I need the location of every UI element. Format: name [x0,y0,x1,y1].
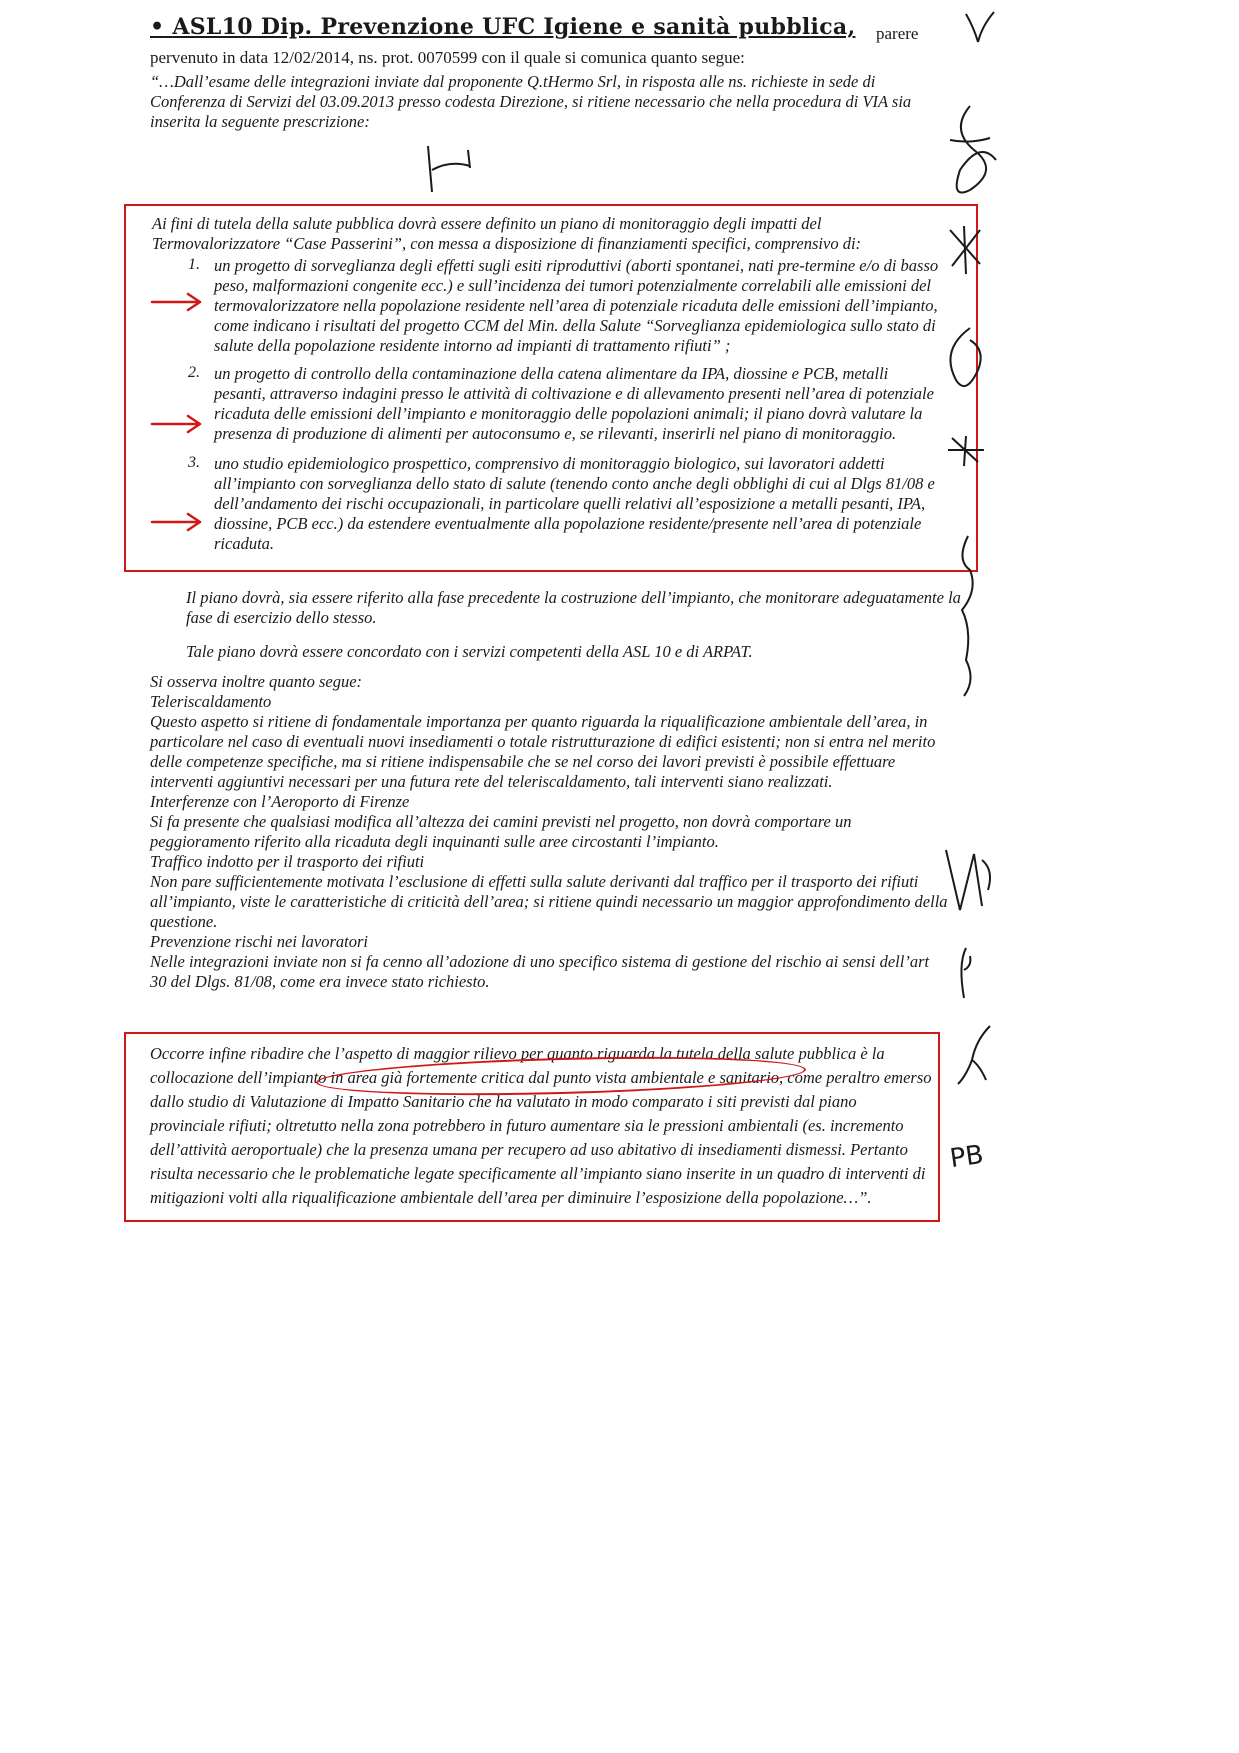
conclusion-line: collocazione dell’impianto in area già fortemente critica dal punto vista ambientale e sanitario, come peraltro emerso [150,1068,932,1087]
red-arrow-icon [148,412,208,436]
quote-line: inserita la seguente prescrizione: [150,112,370,131]
checkmark-icon [960,8,1000,48]
observe-line: Si osserva inoltre quanto segue: [150,672,363,691]
item-line: all’impianto con sorveglianza dello stato di salute (tenendo conto anche degli obblighi di cui al Dlgs 81/08 e [214,474,935,493]
conclusion-line: provinciale rifiuti; oltretutto nella zona potrebbero in futuro aumentare sia le pressioni ambientali (es. incremento [150,1116,904,1135]
signature-icon [948,530,988,700]
section-line: interventi aggiuntivi necessari per una futura rete del teleriscaldamento, tali interventi siano realizzati. [150,772,833,791]
signature-icon [948,944,978,1004]
conclusion-line: Occorre infine ribadire che l’aspetto di maggior rilievo per quanto riguarda la tutela della salute pubblica è la [150,1044,885,1063]
signature-icon [950,1020,1000,1090]
conclusion-line: dallo studio di Valutazione di Impatto Sanitario che ha valutato in modo comparato i siti previsti dal piano [150,1092,857,1111]
intro-line: Ai fini di tutela della salute pubblica dovrà essere definito un piano di monitoraggio degli impatti del [152,214,822,233]
plan-line: Il piano dovrà, sia essere riferito alla fase precedente la costruzione dell’impianto, che monitorare adeguatamente la [186,588,961,607]
section-line: 30 del Dlgs. 81/08, come era invece stato richiesto. [150,972,490,991]
item-line: ricaduta delle emissioni dell’impianto e monitoraggio delle popolazioni animali; il piano dovrà valutare la [214,404,923,423]
plan-line: fase di esercizio dello stesso. [186,608,377,627]
quote-line: Conferenza di Servizi del 03.09.2013 presso codesta Direzione, si ritiene necessario che nella procedura di VIA sia [150,92,912,111]
box1-item-2 [188,364,934,444]
plan-paragraph [186,588,961,628]
section-line: all’impianto, viste le caratteristiche di criticità dell’area; si ritiene quindi necessario un maggior approfondimento della [150,892,948,911]
red-arrow-icon [148,510,208,534]
item-line: ricaduta. [214,534,275,553]
box1-intro [152,214,861,254]
item-line: peso, malformazioni congenite ecc.) e sull’incidenza dei tumori potenzialmente correlabili alle emissioni del [214,276,932,295]
title-bullet: • [150,14,165,40]
signature-icon [930,320,990,400]
box1-item-1 [188,256,938,356]
section-line: Non pare sufficientemente motivata l’esclusione di effetti sulla salute derivanti dal traffico per il trasporto dei rifiuti [150,872,919,891]
box1-item-3 [188,454,935,554]
item-number: 1. [188,256,200,273]
intro-line: Termovalorizzatore “Case Passerini”, con messa a disposizione di finanziamenti specifici, comprensivo di: [152,234,862,253]
item-line: come indicano i risultati del progetto CCM del Min. della Salute “Sorveglianza epidemiologica sullo stato di [214,316,936,335]
item-line: un progetto di sorveglianza degli effetti sugli esiti riproduttivi (aborti spontanei, nati pre-termine e/o di basso [214,256,939,275]
observations [150,692,948,992]
red-arrow-icon [148,290,208,314]
item-line: dell’andamento dei rischi occupazionali, in particolare quelli relativi all’esposizione a metalli pesanti, IPA, [214,494,926,513]
item-number: 2. [188,364,200,381]
section-line: peggioramento riferito alla ricaduta degli inquinanti sulle aree circostanti l’impianto. [150,832,719,851]
signature-icon [938,840,998,920]
header-quote [150,72,911,132]
section-line: particolare nel caso di eventuali nuovi insediamenti o totale ristrutturazione di edifici esistenti; non si entra nel merito [150,732,936,751]
conclusion-line: mitigazioni volti alla riqualificazione ambientale dell’area per diminuire l’esposizione della popolazione…”. [150,1188,872,1207]
item-line: termovalorizzatore nella popolazione residente nell’area di potenziale ricaduta delle emissioni dell’impianto, [214,296,938,315]
handwritten-mark-icon [420,140,480,200]
conclusion-line: dell’attività aeroportuale) che la presenza umana per recupero ad uso abitativo di insediamenti dismessi. Pertanto [150,1140,908,1159]
signature-icon [940,430,990,470]
section-line: delle competenze specifiche, ma si ritiene indispensabile che se nel corso dei lavori previsti è possibile effettuare [150,752,896,771]
document-title [150,14,855,40]
section-heading: Teleriscaldamento [150,692,272,711]
handwritten-initials: PB [948,1139,986,1175]
section-line: Questo aspetto si ritiene di fondamentale importanza per quanto riguarda la riqualificazione ambientale dell’area, in [150,712,928,731]
section-heading: Interferenze con l’Aeroporto di Firenze [150,792,410,811]
title-text: ASL10 Dip. Prevenzione UFC Igiene e sanità pubblica, [172,14,856,40]
section-heading: Prevenzione rischi nei lavoratori [150,932,368,951]
item-line: salute della popolazione residente intorno ad impianti di trattamento rifiuti” ; [214,336,731,355]
item-line: uno studio epidemiologico prospettico, comprensivo di monitoraggio biologico, sui lavoratori addetti [214,454,885,473]
section-heading: Traffico indotto per il trasporto dei rifiuti [150,852,425,871]
title-tail: parere [876,24,919,43]
item-line: pesanti, attraverso indagini presso le attività di coltivazione e di allevamento presenti nell’area di potenziale [214,384,934,403]
signature-icon [930,100,1010,210]
item-line: presenza di produzione di alimenti per autoconsumo e, se rilevanti, inserirli nel piano di monitoraggio. [214,424,897,443]
item-line: diossine, PCB ecc.) da estendere eventualmente alla popolazione residente/presente nell’area di potenziale [214,514,922,533]
agreed-line: Tale piano dovrà essere concordato con i servizi competenti della ASL 10 e di ARPAT. [186,642,753,661]
quote-line: “…Dall’esame delle integrazioni inviate dal proponente Q.tHermo Srl, in risposta alle ns. richieste in sede di [150,72,876,91]
header-line-2: pervenuto in data 12/02/2014, ns. prot. 0070599 con il quale si comunica quanto segue: [150,48,745,67]
signature-icon [940,220,990,280]
section-line: questione. [150,912,218,931]
section-line: Nelle integrazioni inviate non si fa cenno all’adozione di uno specifico sistema di gestione del rischio ai sensi dell’art [150,952,930,971]
item-number: 3. [188,454,200,471]
section-line: Si fa presente che qualsiasi modifica all’altezza dei camini previsti nel progetto, non dovrà comportare un [150,812,852,831]
conclusion-line: risulta necessario che le problematiche legate specificamente all’impianto siano inserite in un quadro di interventi di [150,1164,926,1183]
item-line: un progetto di controllo della contaminazione della catena alimentare da IPA, diossine e PCB, metalli [214,364,889,383]
